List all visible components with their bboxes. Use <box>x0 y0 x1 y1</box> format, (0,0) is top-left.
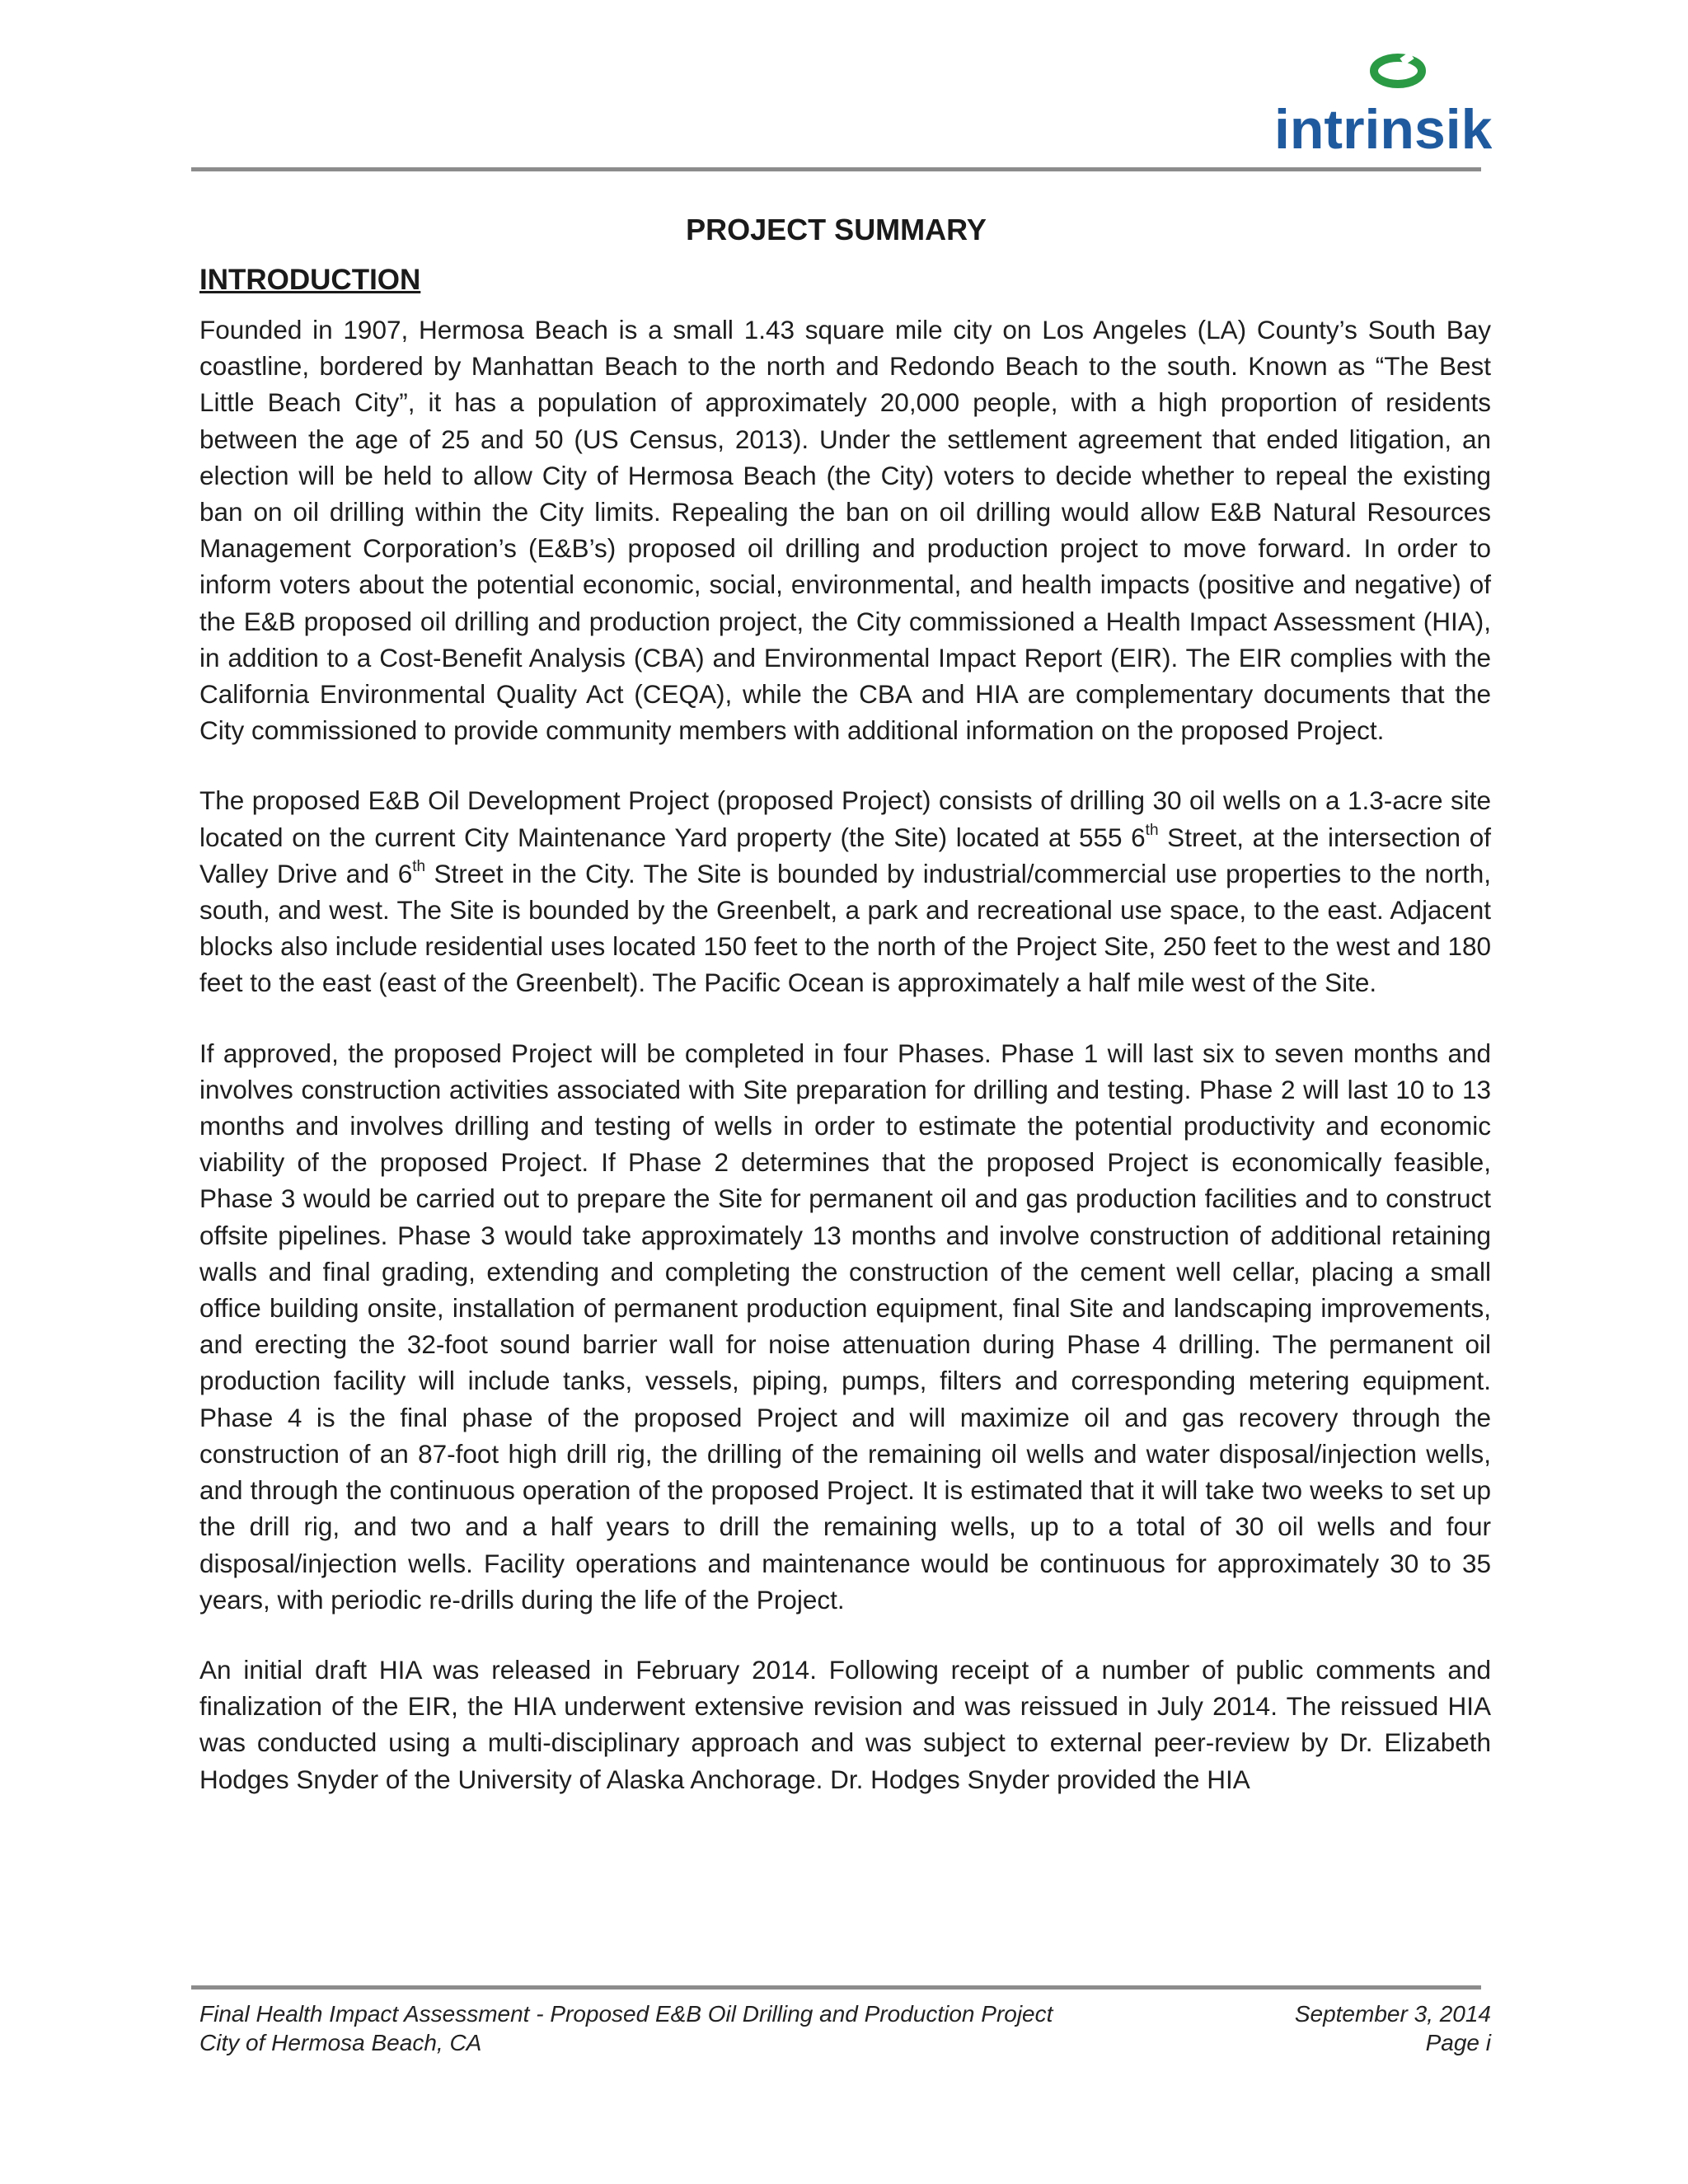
paragraph-text: Street in the City. The Site is bounded by industrial/commercial use properties to the north, south, and west. The Site is bounded by the Greenbelt, a park and recreational use space, to the east. Adjacent blocks also include residential uses located 150 feet to the north of the Project Site, 250 feet to the west and 180 feet to the east (east of the Greenbelt). The Pacific Ocean is approximately a half mile west of the Site. <box>199 858 1491 998</box>
paragraph-text: Street, at the intersection of Valley Drive and 6 <box>199 822 1491 888</box>
paragraph-phases: If approved, the proposed Project will be completed in four Phases. Phase 1 will last six to seven months and involves construction activities associated with Site preparation for drilling and testing. Phase 2 will last 10 to 13 months and involves drilling and testing of wells in order to estimate the potential productivity and economic viability of the proposed Project. If Phase 2 determines that the proposed Project is economically feasible, Phase 3 would be carried out to prepare the Site for permanent oil and gas production facilities and to construct offsite pipelines. Phase 3 would take approximately 13 months and involve construction of additional retaining walls and final grading, extending and completing the construction of the cement well cellar, placing a small office building onsite, installation of permanent production equipment, final Site and landscaping improvements, and erecting the 32-foot sound barrier wall for noise attenuation during Phase 4 drilling. The permanent oil production facility will include tanks, vessels, piping, pumps, filters and corresponding metering equipment. Phase 4 is the final phase of the proposed Project and will maximize oil and gas recovery through the construction of an 87-foot high drill rig, the drilling of the remaining oil wells and water disposal/injection wells, and through the continuous operation of the proposed Project. It is estimated that it will take two weeks to set up the drill rig, and two and a half years to drill the remaining wells, up to a total of 30 oil wells and four disposal/injection wells. Facility operations and maintenance would be continuous for approximately 30 to 35 years, with periodic re-drills during the life of the Project. <box>199 1038 1491 1615</box>
footer-location: City of Hermosa Beach, CA <box>199 2030 482 2055</box>
logo-ring-icon <box>1374 58 1422 84</box>
body-text <box>199 312 1491 1831</box>
section-heading: INTRODUCTION <box>199 264 421 296</box>
footer-page-number: Page i <box>1425 2030 1491 2055</box>
logo-wordmark: intrinsik <box>1274 98 1492 161</box>
logo-graphic <box>1269 48 1492 163</box>
footer-row <box>199 2030 1491 2056</box>
superscript: th <box>412 857 426 875</box>
superscript: th <box>1145 821 1159 839</box>
paragraph-text: The proposed E&B Oil Development Project (proposed Project) consists of drilling 30 oil wells on a 1.3-acre site located on the current City Maintenance Yard property (the Site) located at 555 6 <box>199 785 1491 852</box>
footer-divider <box>191 1985 1481 1990</box>
paragraph-project-description <box>199 782 1491 1001</box>
header-divider <box>191 167 1481 171</box>
footer-row <box>199 2001 1491 2027</box>
intrinsik-logo <box>1269 48 1492 163</box>
paragraph-hia-history: An initial draft HIA was released in February 2014. Following receipt of a number of public comments and finalization of the EIR, the HIA underwent extensive revision and was reissued in July 2014. The reissued HIA was conducted using a multi-disciplinary approach and was subject to external peer-review by Dr. Elizabeth Hodges Snyder of the University of Alaska Anchorage. Dr. Hodges Snyder provided the HIA <box>199 1654 1491 1794</box>
paragraph-introduction: Founded in 1907, Hermosa Beach is a small 1.43 square mile city on Los Angeles (LA) County’s South Bay coastline, bordered by Manhattan Beach to the north and Redondo Beach to the south. Known as “The Best Little Beach City”, it has a population of approximately 20,000 people, with a high proportion of residents between the age of 25 and 50 (US Census, 2013). Under the settlement agreement that ended litigation, an election will be held to allow City of Hermosa Beach (the City) voters to decide whether to repeal the existing ban on oil drilling within the City limits. Repealing the ban on oil drilling would allow E&B Natural Resources Management Corporation’s (E&B’s) proposed oil drilling and production project to move forward. In order to inform voters about the potential economic, social, environmental, and health impacts (positive and negative) of the E&B proposed oil drilling and production project, the City commissioned a Health Impact Assessment (HIA), in addition to a Cost-Benefit Analysis (CBA) and Environmental Impact Report (EIR). The EIR complies with the California Environmental Quality Act (CEQA), while the CBA and HIA are complementary documents that the City commissioned to provide community members with additional information on the proposed Project. <box>199 315 1491 746</box>
page-title: PROJECT SUMMARY <box>686 213 987 246</box>
footer-doc-title: Final Health Impact Assessment - Proposed E&B Oil Drilling and Production Project <box>199 2001 1053 2027</box>
footer-date: September 3, 2014 <box>1294 2001 1491 2027</box>
